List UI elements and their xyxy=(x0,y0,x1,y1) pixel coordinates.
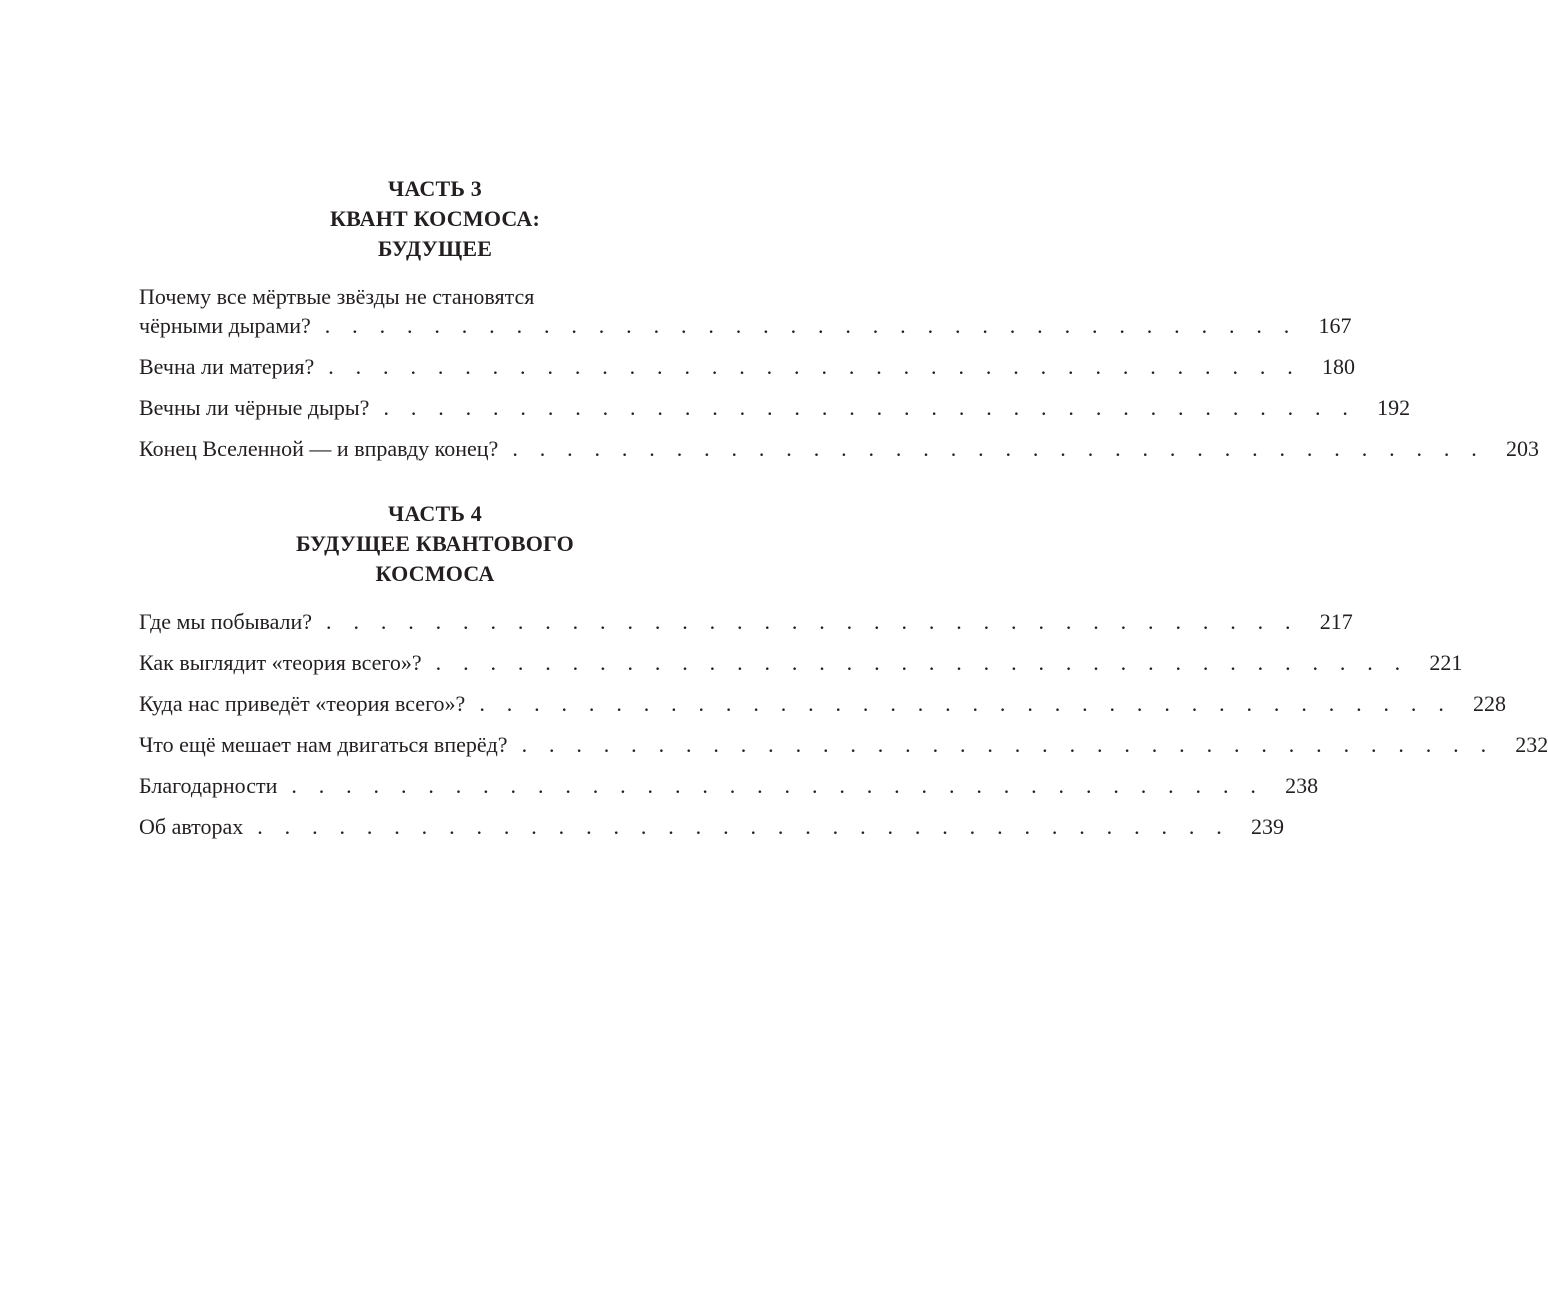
part-title-line: БУДУЩЕЕ КВАНТОВОГО xyxy=(296,531,574,556)
entry-title: Благодарности xyxy=(139,773,278,798)
toc-entry[interactable] xyxy=(139,730,1548,759)
part-title-line: КОСМОСА xyxy=(375,561,495,586)
dot-leader: . . . . . . . . . . . . . . . . . . . . . . . . . . . . . . . . . . . . xyxy=(257,814,1230,839)
entry-title: Где мы побывали? xyxy=(139,609,313,634)
entry-title: Конец Вселенной — и вправду конец? xyxy=(139,436,499,461)
part-title-line: КВАНТ КОСМОСА: xyxy=(329,206,541,231)
entry-title: чёрными дырами? xyxy=(139,313,311,338)
page-number: 180 xyxy=(1321,354,1355,379)
toc-entry[interactable] xyxy=(139,689,1507,718)
page-number: 238 xyxy=(1285,773,1319,798)
toc-entry[interactable] xyxy=(139,282,1352,340)
entry-title: Вечны ли чёрные дыры? xyxy=(139,395,370,420)
toc-entry[interactable] xyxy=(139,648,1463,677)
toc-entry[interactable] xyxy=(139,607,1353,636)
page-number: 221 xyxy=(1429,650,1463,675)
page-number: 203 xyxy=(1506,436,1540,461)
entry-title: Как выглядит «теория всего»? xyxy=(139,650,422,675)
dot-leader: . . . . . . . . . . . . . . . . . . . . . . . . . . . . . . . . . . . . xyxy=(326,609,1299,634)
toc-entry[interactable] xyxy=(139,434,1540,463)
part-heading xyxy=(139,174,731,264)
entry-title: Вечна ли материя? xyxy=(139,354,315,379)
dot-leader: . . . . . . . . . . . . . . . . . . . . . . . . . . . . . . . . . . . . xyxy=(521,732,1495,757)
dot-leader: . . . . . . . . . . . . . . . . . . . . . . . . . . . . . . . . . . . . xyxy=(328,354,1301,379)
toc-entries xyxy=(139,607,1548,841)
part-title-line: БУДУЩЕЕ xyxy=(377,236,493,261)
entry-title-first-line: Почему все мёртвые звёзды не становятся xyxy=(139,284,535,309)
page-number: 217 xyxy=(1319,609,1353,634)
page-number: 192 xyxy=(1377,395,1411,420)
page-number: 228 xyxy=(1473,691,1507,716)
page-number: 239 xyxy=(1250,814,1284,839)
dot-leader: . . . . . . . . . . . . . . . . . . . . . . . . . . . . . . . . . . . . xyxy=(479,691,1453,716)
entry-title: Куда нас приведёт «теория всего»? xyxy=(139,691,466,716)
dot-leader: . . . . . . . . . . . . . . . . . . . . . . . . . . . . . . . . . . . . xyxy=(383,395,1357,420)
part-label: ЧАСТЬ 4 xyxy=(388,501,482,526)
table-of-contents xyxy=(139,174,1548,853)
dot-leader: . . . . . . . . . . . . . . . . . . . . . . . . . . . . . . . . . . . . xyxy=(291,773,1265,798)
toc-entry[interactable] xyxy=(139,812,1284,841)
toc-entry[interactable] xyxy=(139,771,1319,800)
toc-entry[interactable] xyxy=(139,393,1411,422)
toc-entries xyxy=(139,282,1540,463)
part-heading xyxy=(139,499,731,589)
page-number: 232 xyxy=(1515,732,1548,757)
part-label: ЧАСТЬ 3 xyxy=(388,176,482,201)
toc-entry[interactable] xyxy=(139,352,1355,381)
entry-title: Об авторах xyxy=(139,814,244,839)
dot-leader: . . . . . . . . . . . . . . . . . . . . . . . . . . . . . . . . . . . . xyxy=(512,436,1486,461)
entry-title: Что ещё мешает нам двигаться вперёд? xyxy=(139,732,508,757)
dot-leader: . . . . . . . . . . . . . . . . . . . . . . . . . . . . . . . . . . . . xyxy=(435,650,1409,675)
page-number: 167 xyxy=(1318,313,1352,338)
dot-leader: . . . . . . . . . . . . . . . . . . . . . . . . . . . . . . . . . . . . xyxy=(324,313,1298,338)
